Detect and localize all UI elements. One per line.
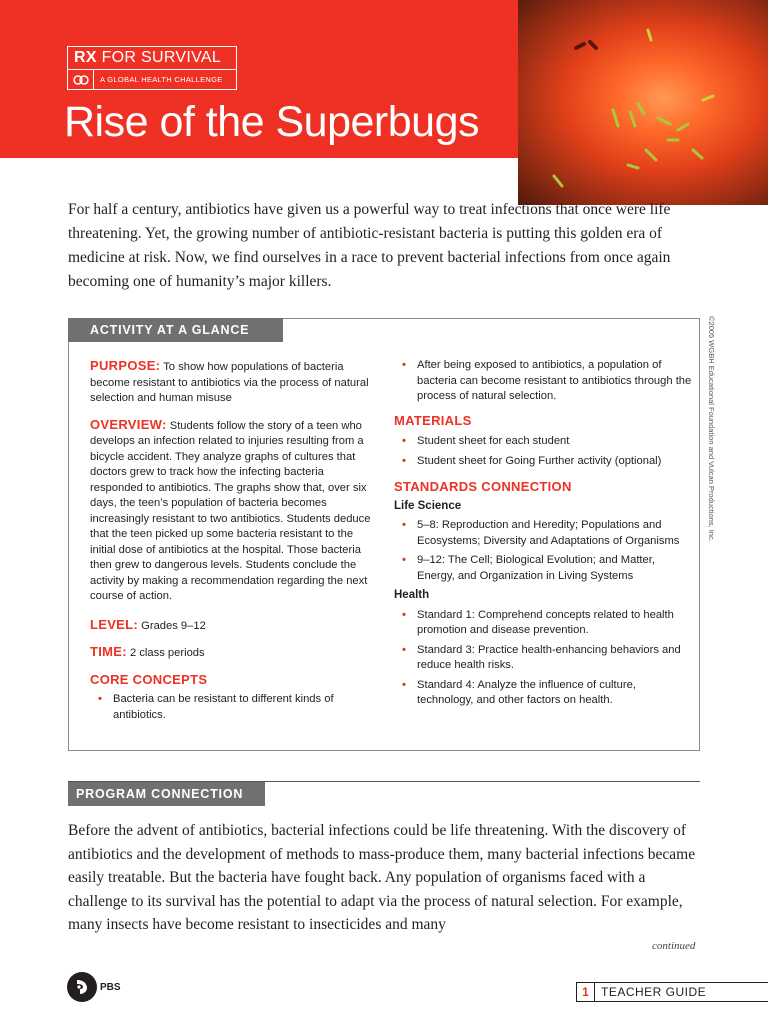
core-concepts-heading: CORE CONCEPTS <box>90 671 208 687</box>
pbs-head-icon <box>67 972 97 1002</box>
purpose-label: PURPOSE: <box>90 358 161 373</box>
list-item: • 9–12: The Cell; Biological Evolution; and Matter, Energy, and Organization in Living Systems <box>402 554 655 582</box>
page-number: 1 <box>577 983 595 1001</box>
core-concepts-continued <box>394 358 694 405</box>
bullet-icon: • <box>402 519 406 531</box>
pbs-logo <box>67 972 121 1002</box>
overview-label: OVERVIEW: <box>90 416 167 432</box>
brand-tagline-row <box>68 70 236 89</box>
activity-heading: ACTIVITY AT A GLANCE <box>68 318 283 342</box>
bullet-icon: • <box>98 693 102 705</box>
bullet-icon: • <box>402 359 406 371</box>
level-text: Grades 9–12 <box>141 619 206 632</box>
overview-block <box>90 417 372 605</box>
teacher-guide-label: TEACHER GUIDE <box>601 985 707 999</box>
list-item: • Standard 3: Practice health-enhancing behaviors and reduce health risks. <box>402 643 681 671</box>
page-footer-label <box>576 982 768 1002</box>
purpose-text: To show how populations of bacteria become resistant to antibiotics via the process of natural selection and human misuse <box>90 361 369 404</box>
list-item: • Student sheet for Going Further activity (optional) <box>394 454 694 470</box>
bullet-icon: • <box>402 678 406 691</box>
brand-name <box>68 47 236 70</box>
brand-tagline: A GLOBAL HEALTH CHALLENGE <box>100 75 223 84</box>
list-item: • Bacteria can be resistant to different kinds of antibiotics. <box>98 693 334 721</box>
list-item: • Standard 1: Comprehend concepts related to health promotion and disease prevention. <box>402 608 674 636</box>
bacteria-photo <box>518 0 768 205</box>
time-block <box>90 644 372 662</box>
rx-emblem-icon <box>68 70 94 89</box>
overview-text: Students follow the story of a teen who develops an infection related to injuries resulting from a bicycle accident. They analyze graphs of cultures that doctors grew to track how the infecting bacteria responded to antibiotics. The graphs show that, over six days, the teen’s population of bacteria becomes increasingly resistant to two antibiotics. Students deduce that the teen picked up some bacteria resistant to the initial dose of antibiotics at the hospital. Those bacteria then grew to dangerous levels. Students conclude the activity by making a recommendation regarding the next course of action. <box>90 419 371 602</box>
health-heading: Health <box>394 589 430 601</box>
core-concepts-list <box>90 692 372 723</box>
materials-list <box>394 434 694 469</box>
page-title: Rise of the Superbugs <box>64 98 479 146</box>
standards-heading: STANDARDS CONNECTION <box>394 479 572 494</box>
bullet-icon: • <box>402 454 406 467</box>
copyright-text: ©2005 WGBH Educational Foundation and Vulcan Productions, Inc. <box>707 316 716 542</box>
bullet-icon: • <box>402 643 406 656</box>
time-label: TIME: <box>90 644 127 659</box>
bullet-icon: • <box>402 435 406 447</box>
list-item: • Student sheet for each student <box>394 434 694 450</box>
purpose-block <box>90 358 372 407</box>
copyright-note <box>706 316 718 566</box>
activity-left-column <box>90 358 372 727</box>
list-item: • After being exposed to antibiotics, a population of bacteria can become resistant to antibiotics through the process of natural selection. <box>402 359 692 402</box>
intro-paragraph: For half a century, antibiotics have given us a powerful way to treat infections that once were life threatening. Yet, the growing number of antibiotic-resistant bacteria is putting this golden era of medicine at risk. Now, we find ourselves in a race to prevent bacterial infections from once again becoming one of humanity’s major killers. <box>68 201 671 290</box>
life-science-heading: Life Science <box>394 499 462 512</box>
list-item: • 5–8: Reproduction and Heredity; Populations and Ecosystems; Diversity and Adaptations of Organisms <box>402 519 680 547</box>
health-list <box>394 608 694 709</box>
brand-logo-box <box>67 46 237 90</box>
program-heading: PROGRAM CONNECTION <box>68 782 265 806</box>
program-paragraph: Before the advent of antibiotics, bacterial infections could be life threatening. With the discovery of antibiotics and the development of methods to mass-produce them, many bacterial infections became easily treatable. But the bacteria have fought back. Any population of organisms faced with a challenge to its survival has the potential to adapt via the process of natural selection. For example, many insects have become resistant to insecticides and many <box>68 822 696 933</box>
continued-note: continued <box>652 940 696 952</box>
level-label: LEVEL: <box>90 616 139 632</box>
bullet-icon: • <box>402 608 406 621</box>
materials-heading: MATERIALS <box>394 412 472 428</box>
activity-right-column <box>394 358 694 713</box>
time-text: 2 class periods <box>130 647 205 659</box>
level-block <box>90 617 372 635</box>
life-science-list <box>394 518 694 584</box>
pbs-text: PBS <box>100 981 121 993</box>
brand-name-rest: FOR SURVIVAL <box>101 49 222 66</box>
list-item: • Standard 4: Analyze the influence of culture, technology, and other factors on health. <box>402 678 636 706</box>
brand-name-bold: RX <box>74 49 97 66</box>
bullet-icon: • <box>402 554 406 566</box>
